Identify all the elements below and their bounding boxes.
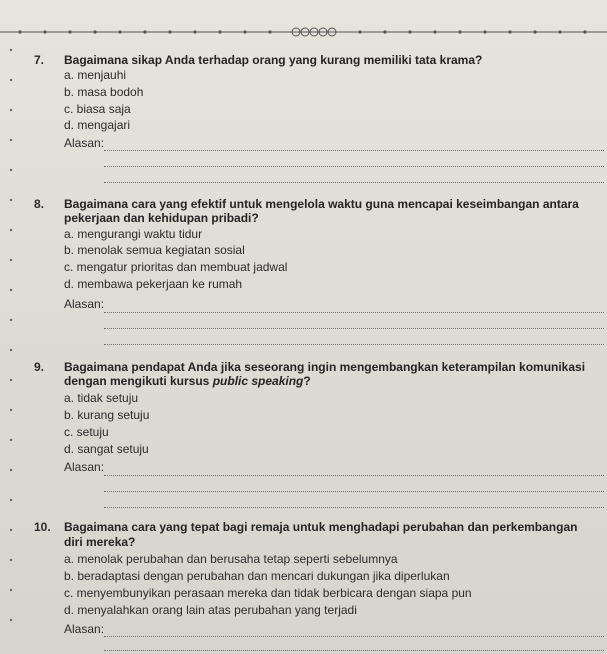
option-b[interactable]: b. masa bodoh <box>64 85 144 99</box>
answer-line[interactable] <box>104 182 604 183</box>
answer-line[interactable] <box>104 636 604 637</box>
reason-label: Alasan: <box>64 622 105 636</box>
option-c[interactable]: c. setuju <box>64 425 109 439</box>
option-d[interactable]: d. sangat setuju <box>64 442 149 456</box>
answer-line[interactable] <box>104 507 604 508</box>
binding-holes <box>8 40 14 654</box>
option-d[interactable]: d. membawa pekerjaan ke rumah <box>64 277 243 291</box>
answer-line[interactable] <box>104 328 604 329</box>
question-text-part: ? <box>303 374 311 388</box>
option-a[interactable]: a. menjauhi <box>64 68 127 82</box>
question-text: Bagaimana sikap Anda terhadap orang yang kurang memiliki tata krama? <box>64 53 483 67</box>
question-text-italic: public speaking <box>212 374 304 388</box>
question-text-line-2: diri mereka? <box>64 535 136 549</box>
answer-line[interactable] <box>104 312 604 313</box>
answer-line[interactable] <box>104 166 604 167</box>
option-a[interactable]: a. tidak setuju <box>64 391 139 405</box>
option-b[interactable]: b. kurang setuju <box>64 408 150 422</box>
option-d[interactable]: d. menyalahkan orang lain atas perubahan yang terjadi <box>64 603 357 617</box>
option-c[interactable]: c. menyembunyikan perasaan mereka dan tidak berbicara dengan siapa pun <box>64 586 472 600</box>
question-text-part: dengan mengikuti kursus <box>64 374 213 388</box>
question-text-line-1: Bagaimana pendapat Anda jika seseorang ingin mengembangkan keterampilan komunikasi <box>64 360 586 374</box>
reason-label: Alasan: <box>64 297 105 311</box>
question-text-line-1: Bagaimana cara yang efektif untuk mengelola waktu guna mencapai keseimbangan antara <box>64 197 579 211</box>
option-d[interactable]: d. mengajari <box>64 118 131 132</box>
question-number: 9. <box>34 360 45 374</box>
answer-line[interactable] <box>104 150 604 151</box>
option-a[interactable]: a. menolak perubahan dan berusaha tetap seperti sebelumnya <box>64 552 398 566</box>
question-number: 7. <box>34 53 45 67</box>
option-a[interactable]: a. mengurangi waktu tidur <box>64 227 203 241</box>
answer-line[interactable] <box>104 475 604 476</box>
option-b[interactable]: b. beradaptasi dengan perubahan dan mencari dukungan jika diperlukan <box>64 569 450 583</box>
question-text-line-1: Bagaimana cara yang tepat bagi remaja untuk menghadapi perubahan dan perkembangan <box>64 520 578 534</box>
reason-label: Alasan: <box>64 136 105 150</box>
answer-line[interactable] <box>104 344 604 345</box>
question-text-line-2: pekerjaan dan kehidupan pribadi? <box>64 211 259 225</box>
question-text-line-2 <box>64 374 604 388</box>
option-c[interactable]: c. biasa saja <box>64 102 131 116</box>
reason-label: Alasan: <box>64 460 105 474</box>
question-number: 10. <box>34 520 51 534</box>
answer-line[interactable] <box>104 650 604 651</box>
question-number: 8. <box>34 197 45 211</box>
answer-line[interactable] <box>104 491 604 492</box>
option-c[interactable]: c. mengatur prioritas dan membuat jadwal <box>64 260 288 274</box>
option-b[interactable]: b. menolak semua kegiatan sosial <box>64 243 245 257</box>
decorative-top-border <box>0 22 607 42</box>
